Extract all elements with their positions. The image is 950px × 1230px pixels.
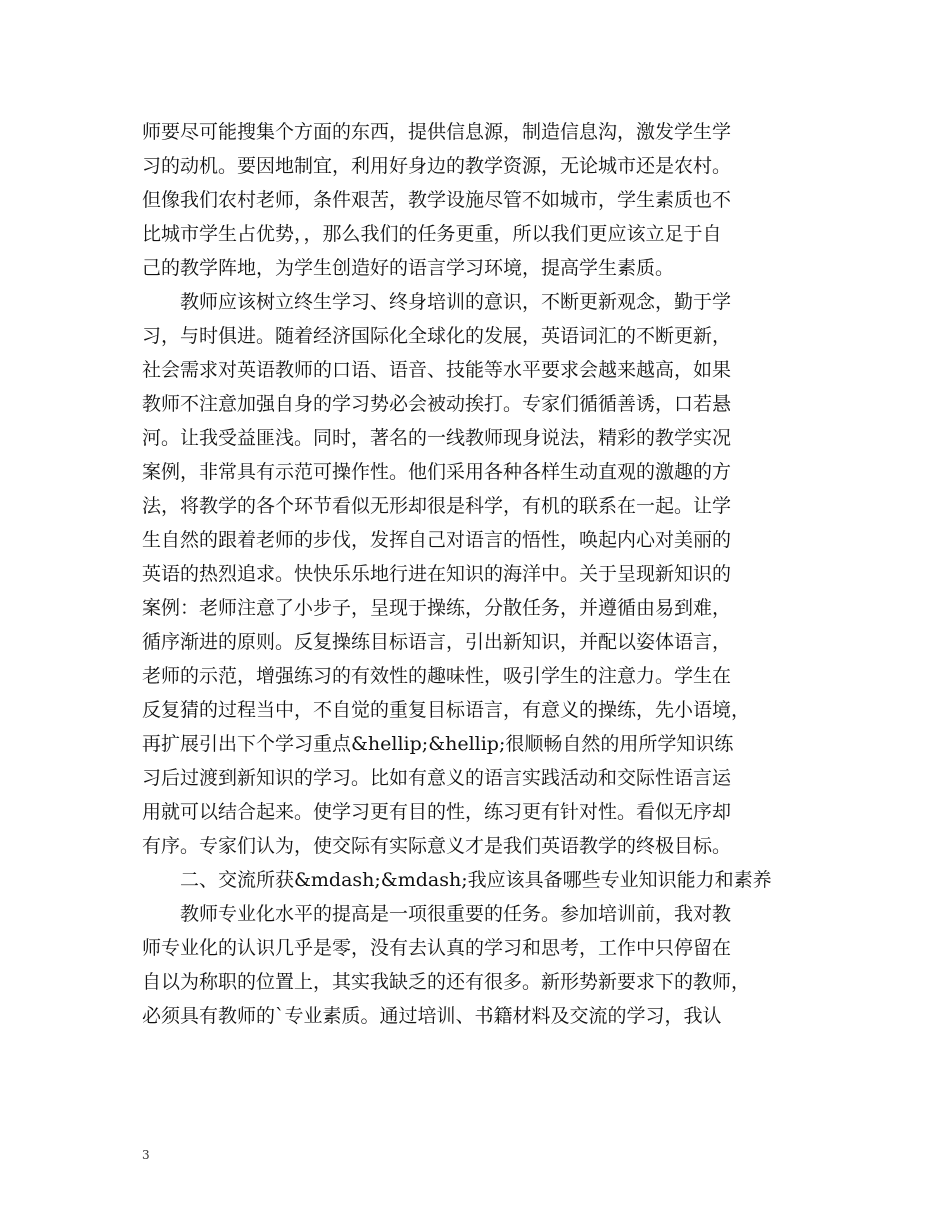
text-line: 自以为称职的位置上，其实我缺乏的还有很多。新形势新要求下的教师， — [142, 971, 751, 993]
text-line: 再扩展引出下个学习重点&hellip;&hellip;很顺畅自然的用所学知识练 — [142, 733, 734, 755]
paragraph — [142, 115, 832, 285]
paragraph — [142, 897, 832, 1033]
text-line: 循序渐进的原则。反复操练目标语言，引出新知识，并配以姿体语言， — [142, 631, 732, 653]
text-line: 反复猜的过程当中，不自觉的重复目标语言，有意义的操练，先小语境， — [142, 699, 751, 721]
text-line: 习，与时俱进。随着经济国际化全球化的发展，英语词汇的不断更新， — [142, 325, 732, 347]
text-line: 案例，非常具有示范可操作性。他们采用各种各样生动直观的激趣的方 — [142, 461, 732, 483]
paragraph — [142, 863, 832, 897]
text-line: 老师的示范，增强练习的有效性的趣味性，吸引学生的注意力。学生在 — [142, 665, 732, 687]
text-line: 生自然的跟着老师的步伐，发挥自己对语言的悟性，唤起内心对美丽的 — [142, 529, 732, 551]
page-number: 3 — [142, 1148, 150, 1162]
text-line: 二、交流所获&mdash;&mdash;我应该具备哪些专业知识能力和素养 — [142, 869, 772, 891]
text-line: 英语的热烈追求。快快乐乐地行进在知识的海洋中。关于呈现新知识的 — [142, 563, 732, 585]
text-line: 教师应该树立终生学习、终身培训的意识，不断更新观念，勤于学 — [142, 291, 732, 313]
text-line: 必须具有教师的`专业素质。通过培训、书籍材料及交流的学习，我认 — [142, 1005, 722, 1027]
text-line: 师要尽可能搜集个方面的东西，提供信息源，制造信息沟，激发学生学 — [142, 121, 732, 143]
text-line: 习的动机。要因地制宜，利用好身边的教学资源，无论城市还是农村。 — [142, 155, 732, 177]
text-line: 教师不注意加强自身的学习势必会被动挨打。专家们循循善诱，口若悬 — [142, 393, 732, 415]
text-line: 用就可以结合起来。使学习更有目的性，练习更有针对性。看似无序却 — [142, 801, 732, 823]
text-line: 比城市学生占优势，，那么我们的任务更重，所以我们更应该立足于自 — [142, 223, 722, 245]
text-line: 法，将教学的各个环节看似无形却很是科学，有机的联系在一起。让学 — [142, 495, 732, 517]
text-line: 有序。专家们认为，使交际有实际意义才是我们英语教学的终极目标。 — [142, 835, 732, 857]
text-line: 社会需求对英语教师的口语、语音、技能等水平要求会越来越高，如果 — [142, 359, 732, 381]
text-line: 案例：老师注意了小步子，呈现于操练，分散任务，并遵循由易到难， — [142, 597, 732, 619]
text-line: 河。让我受益匪浅。同时，著名的一线教师现身说法，精彩的教学实况 — [142, 427, 732, 449]
document-body — [142, 115, 832, 1033]
text-line: 己的教学阵地，为学生创造好的语言学习环境，提高学生素质。 — [142, 257, 675, 279]
text-line: 师专业化的认识几乎是零，没有去认真的学习和思考，工作中只停留在 — [142, 937, 732, 959]
paragraph — [142, 285, 832, 863]
text-line: 但像我们农村老师，条件艰苦，教学设施尽管不如城市，学生素质也不 — [142, 189, 732, 211]
text-line: 习后过渡到新知识的学习。比如有意义的语言实践活动和交际性语言运 — [142, 767, 732, 789]
text-line: 教师专业化水平的提高是一项很重要的任务。参加培训前，我对教 — [142, 903, 732, 925]
